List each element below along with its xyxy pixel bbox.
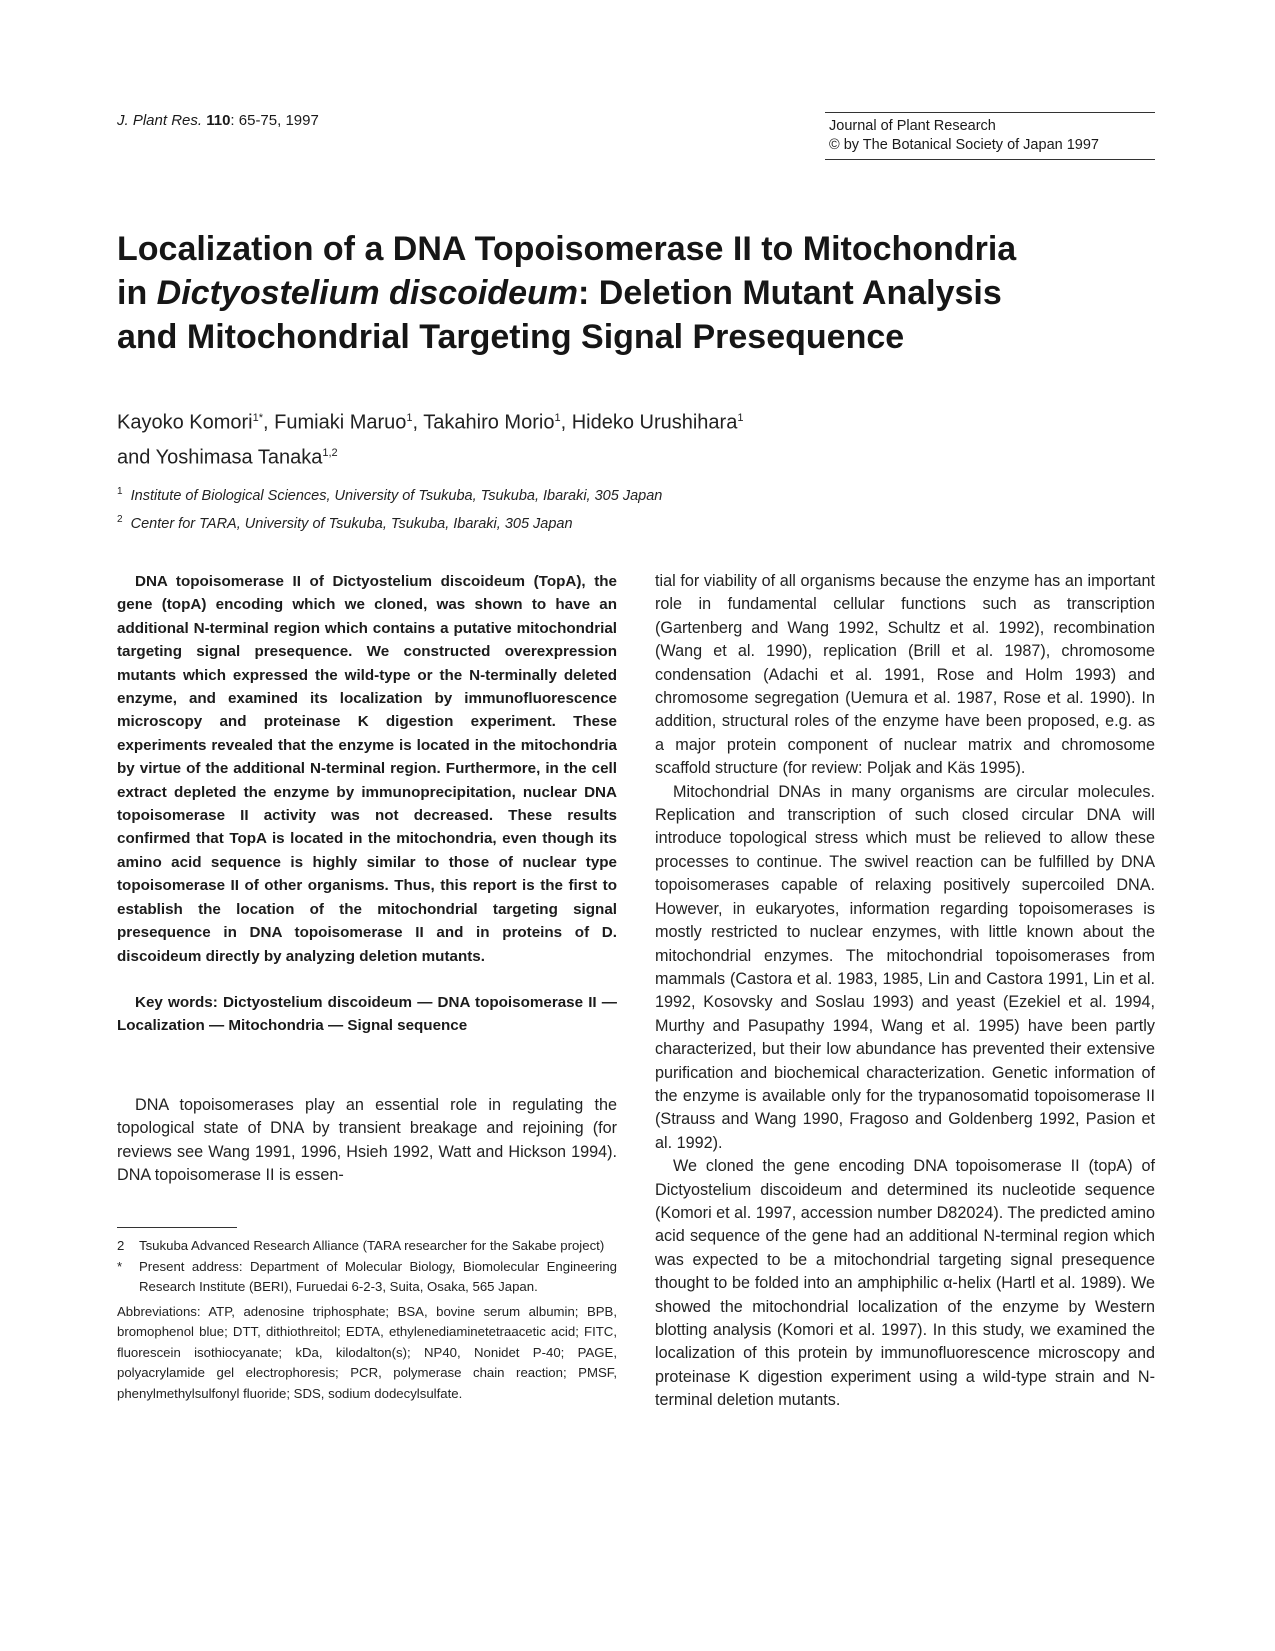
body-paragraph-1: tial for viability of all organisms because the enzyme has an important role in fundamental cellular functions such as transcription (Gartenberg and Wang 1992, Schultz et al. 1992), recombination (Wang et al. 1990), replication (Brill et al. 1987), chromosome condensation (Adachi et al. 1991, Rose and Holm 1993) and chromosome segregation (Uemura et al. 1987, Rose et al. 1990). In addition, structural roles of the enzyme have been proposed, e.g. as a major protein component of nuclear matrix and chromosome scaffold structure (for review: Poljak and Käs 1995). [655,572,1155,778]
body-paragraph-2: Mitochondrial DNAs in many organisms are circular molecules. Replication and transcription of such closed circular DNA will introduce topological stress which must be relieved to allow these processes to continue. The swivel reaction can be fulfilled by DNA topoisomerases capable of relaxing positively supercoiled DNA. However, in eukaryotes, information regarding topoisomerases is mostly restricted to nuclear enzymes, with little known about the mitochondrial enzymes. The mitochondrial topoisomerases from mammals (Castora et al. 1983, 1985, Lin and Castora 1991, Lin et al. 1992, Kosovsky and Soslau 1993) and yeast (Ezekiel et al. 1994, Murthy and Pasupathy 1994, Wang et al. 1995) have been partly characterized, but their low abundance has prevented their extensive purification and biochemical characterization. Genetic information of the enzyme is available only for the trypanosomatid topoisomerase II (Strauss and Wang 1990, Fragoso and Goldenberg 1992, Pasion et al. 1992). [655,782,1155,1152]
body-paragraph-3: We cloned the gene encoding DNA topoisomerase II (topA) of Dictyostelium discoideum and determined its nucleotide sequence (Komori et al. 1997, accession number D82024). The predicted amino acid sequence of the gene had an additional N-terminal region which was expected to be a mitochondrial targeting signal presequence thought to be folded into an amphiphilic α-helix (Hartl et al. 1989). We showed the mitochondrial localization of the enzyme by Western blotting analysis (Komori et al. 1997). In this study, we examined the localization of this protein by immunofluorescence microscopy and proteinase K digestion experiment using a wild-type strain and N-terminal deletion mutants. [655,1157,1155,1410]
intro-paragraph: DNA topoisomerases play an essential role in regulating the topological state of DNA by transient breakage and rejoining (for reviews see Wang 1991, 1996, Hsieh 1992, Watt and Hickson 1994). DNA topoisomerase II is essen- [117,1095,617,1184]
journal-citation [117,112,319,129]
affiliation-2: $^2$ Center for TARA, University of Tsukuba, Tsukuba, Ibaraki, 305 Japan [117,513,573,532]
journal-info-box [825,112,1155,160]
citation-journal: J. Plant Res. [117,112,203,129]
title-line-1: Localization of a DNA Topoisomerase II to Mitochondria [117,230,1017,268]
journal-name: Journal of Plant Research [829,118,996,134]
copyright-notice: © by The Botanical Society of Japan 1997 [829,137,1099,153]
divider [825,159,1155,160]
title-line-3: and Mitochondrial Targeting Signal Presequence [117,318,905,356]
left-column [117,570,617,1404]
author-list [117,403,1017,472]
keywords: Key words: Dictyostelium discoideum — DNA topoisomerase II — Localization — Mitochondria — Signal sequence [117,993,617,1035]
footnote-tara: 2 Tsukuba Advanced Research Alliance (TARA researcher for the Sakabe project) [117,1238,605,1254]
divider [825,112,1155,113]
authors-line-2: and Yoshimasa Tanaka$^{1,2}$ [117,446,338,469]
authors-line-1: Kayoko Komori$^{1*}$, Fumiaki Maruo$^1$, Takahiro Morio$^1$, Hideko Urushihara$^1$ [117,411,744,434]
footnote-present-address: * Present address: Department of Molecular Biology, Biomolecular Engineering Research Institute (BERI), Furuedai 6-2-3, Suita, Osaka, 565 Japan. [117,1258,617,1295]
citation-pages: : 65-75, 1997 [230,112,319,129]
footnote-divider [117,1227,237,1228]
affiliation-1: $^1$ Institute of Biological Sciences, University of Tsukuba, Tsukuba, Ibaraki, 305 Japan [117,486,663,504]
title-line-2: in Dictyostelium discoideum: Deletion Mutant Analysis [117,274,1002,312]
right-column [655,570,1155,1413]
abbreviations: Abbreviations: ATP, adenosine triphosphate; BSA, bovine serum albumin; BPB, bromophenol blue; DTT, dithiothreitol; EDTA, ethylenediaminetetraacetic acid; FITC, fluorescein isothiocyanate; kDa, kilodalton(s); NP40, Nonidet P-40; PAGE, polyacrylamide gel electrophoresis; PCR, polymerase chain reaction; PMSF, phenylmethylsulfonyl fluoride; SDS, sodium dodecylsulfate. [117,1303,617,1401]
paper-title [117,227,1157,359]
abstract: DNA topoisomerase II of Dictyostelium discoideum (TopA), the gene (topA) encoding which we cloned, was shown to have an additional N-terminal region which contains a putative mitochondrial targeting signal presequence. We constructed overexpression mutants which expressed the wild-type or the N-terminally deleted enzyme, and examined its localization by immunofluorescence microscopy and proteinase K digestion experiment. These experiments revealed that the enzyme is located in the mitochondria by virtue of the additional N-terminal region. Furthermore, in the cell extract depleted the enzyme by immunoprecipitation, nuclear DNA topoisomerase II activity was not decreased. These results confirmed that TopA is located in the mitochondria, even though its amino acid sequence is highly similar to those of nuclear type topoisomerase II of other organisms. Thus, this report is the first to establish the location of the mitochondrial targeting signal presequence in DNA topoisomerase II and in proteins of D. discoideum directly by analyzing deletion mutants. [117,573,617,965]
citation-volume: 110 [206,112,231,129]
affiliations [117,480,1017,536]
